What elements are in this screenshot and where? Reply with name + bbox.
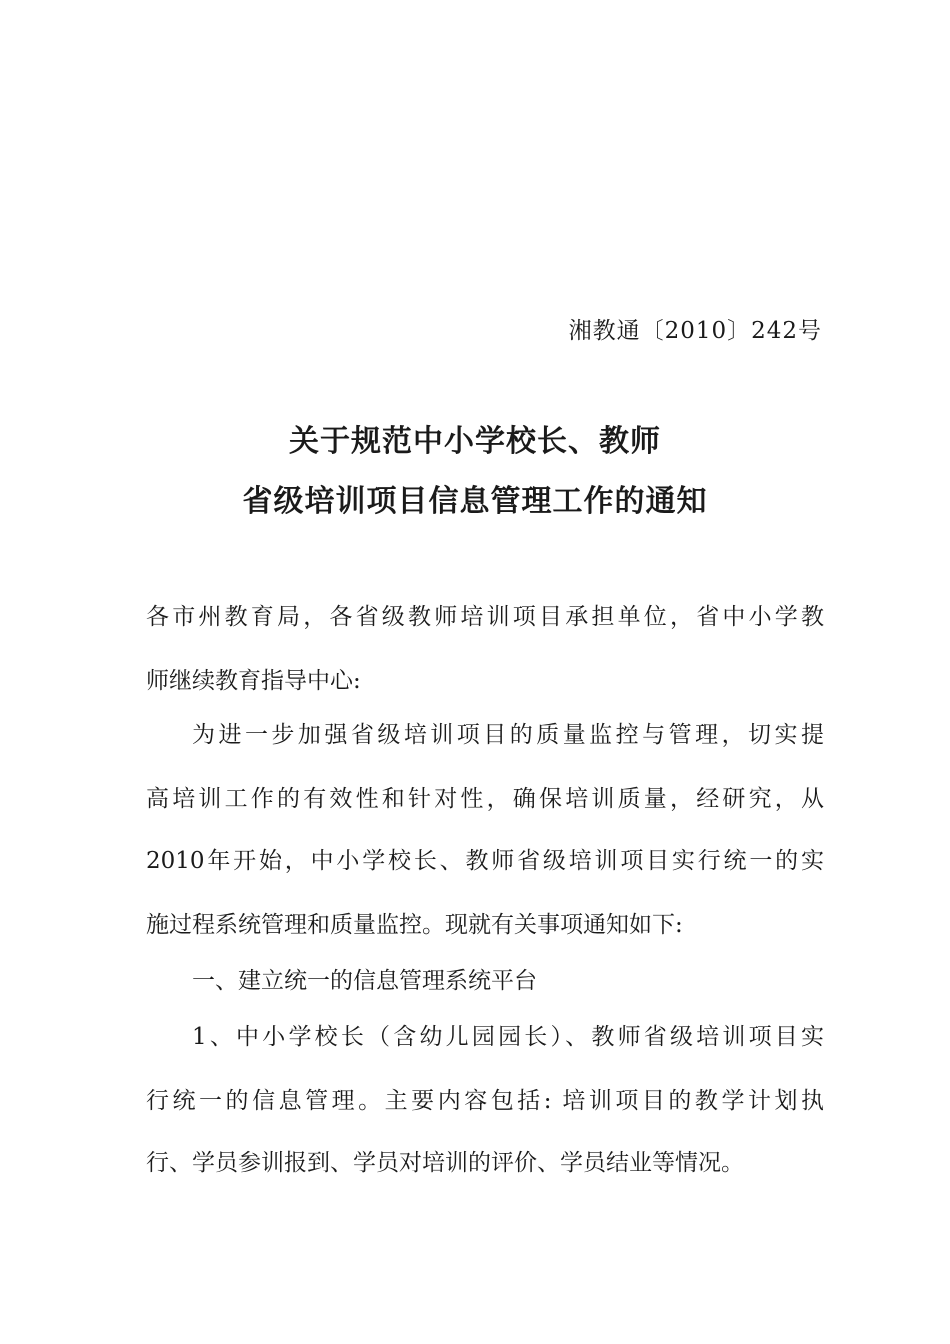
body-paragraph-line: 2010年开始，中小学校长、教师省级培训项目实行统一的实: [146, 848, 824, 874]
document-title-line-1: 关于规范中小学校长、教师: [289, 424, 661, 459]
body-paragraph-line: 施过程系统管理和质量监控。现就有关事项通知如下:: [146, 912, 683, 938]
body-paragraph-line: 1、中小学校长（含幼儿园园长）、教师省级培训项目实: [192, 1024, 824, 1050]
body-paragraph-line: 行统一的信息管理。主要内容包括: 培训项目的教学计划执: [146, 1088, 824, 1114]
section-heading: 一、建立统一的信息管理系统平台: [192, 968, 537, 994]
body-paragraph-line: 行、学员参训报到、学员对培训的评价、学员结业等情况。: [146, 1150, 744, 1176]
document-title-line-2: 省级培训项目信息管理工作的通知: [242, 484, 708, 519]
body-paragraph-line: 为进一步加强省级培训项目的质量监控与管理，切实提: [192, 722, 824, 748]
addressee-line-1: 各市州教育局，各省级教师培训项目承担单位，省中小学教: [146, 604, 824, 630]
document-number: 湘教通〔2010〕242号: [568, 318, 822, 344]
body-paragraph-line: 高培训工作的有效性和针对性，确保培训质量，经研究，从: [146, 786, 824, 812]
addressee-line-2: 师继续教育指导中心:: [146, 668, 361, 694]
